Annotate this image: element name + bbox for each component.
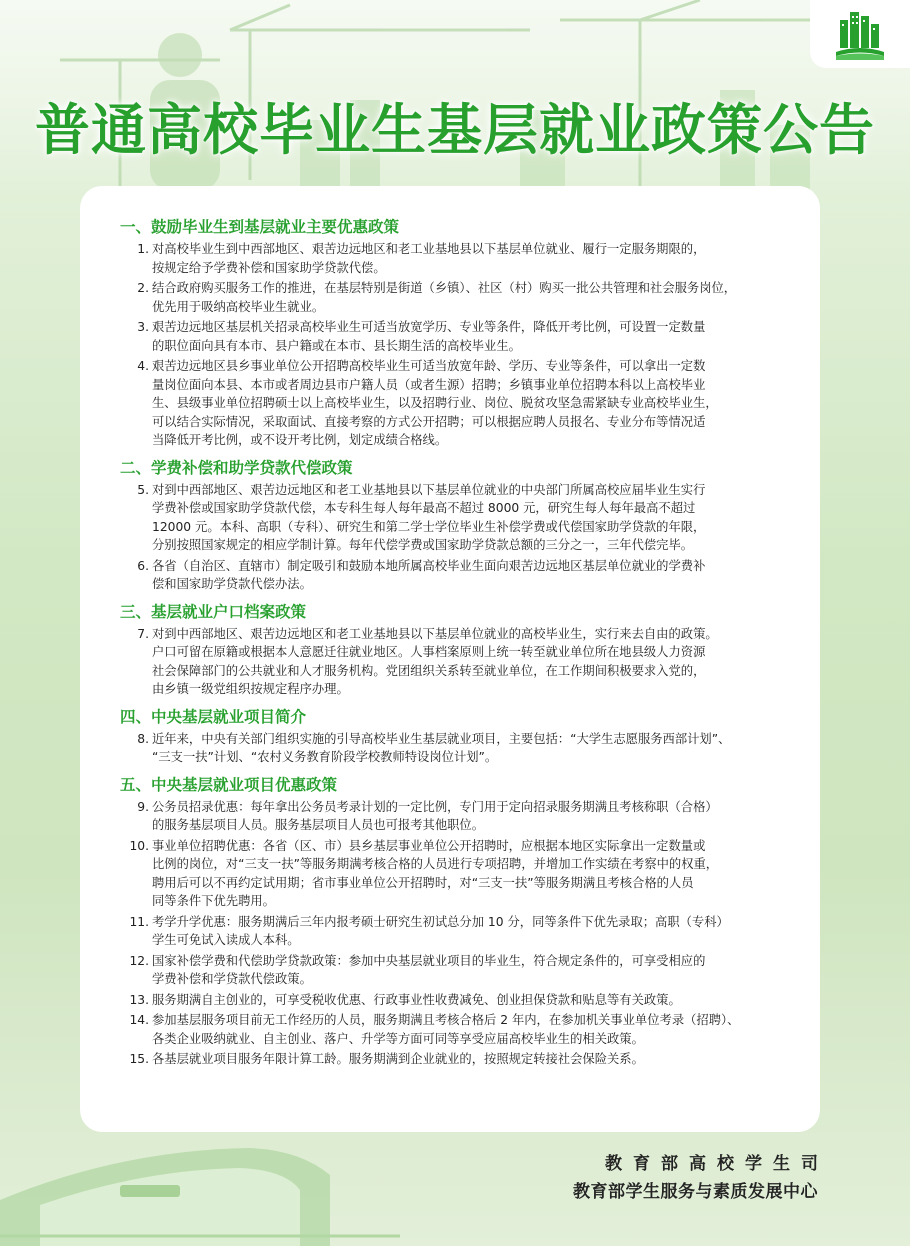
policy-item [120, 952, 780, 989]
section-title: 五、中央基层就业项目优惠政策 [120, 775, 338, 794]
city-buildings-logo-icon [832, 6, 888, 62]
policy-item-line: 对到中西部地区、艰苦边远地区和老工业基地县以下基层单位就业的高校毕业生，实行来去自由的政策。 [152, 626, 718, 641]
policy-item-number: 1. [137, 242, 149, 256]
policy-item-number: 9. [137, 799, 149, 814]
policy-item-line: 12000 元。本科、高职（专科）、研究生和第二学士学位毕业生补偿学费或代偿国家助学贷款的年限， [152, 519, 706, 534]
policy-item-line: 对到中西部地区、艰苦边远地区和老工业基地县以下基层单位就业的中央部门所属高校应届毕业生实行 [152, 482, 706, 497]
policy-item-line: 公务员招录优惠：每年拿出公务员考录计划的一定比例，专门用于定向招录服务期满且考核称职（合格） [152, 799, 718, 814]
policy-item-line: 的职位面向具有本市、县户籍或在本市、县长期生活的高校毕业生。 [152, 338, 521, 353]
issuer-footer [573, 1150, 829, 1206]
policy-item-number: 2. [137, 281, 149, 295]
policy-item [120, 991, 780, 1010]
policy-item [120, 798, 780, 835]
policy-item-line: 服务期满自主创业的，可享受税收优惠、行政事业性收费减免、创业担保贷款和贴息等有关政策。 [152, 992, 681, 1007]
policy-item-line: 可以结合实际情况，采取面试、直接考察的方式公开招聘；可以根据应聘人员报名、专业分布等情况适 [152, 414, 706, 429]
policy-item-number: 12. [129, 953, 149, 968]
policy-item [120, 1011, 780, 1048]
policy-item-number: 7. [137, 626, 149, 641]
policy-item-number: 3. [137, 320, 149, 334]
policy-item-line: 当降低开考比例，或不设开考比例，划定成绩合格线。 [152, 433, 448, 447]
policy-item-line: 国家补偿学费和代偿助学贷款政策：参加中央基层就业项目的毕业生，符合规定条件的，可享受相应的 [152, 953, 706, 968]
policy-item-line: 户口可留在原籍或根据本人意愿迁往就业地区。人事档案原则上统一转至就业单位所在地县级人力资源 [152, 645, 706, 659]
issuer-line-2: 教育部学生服务与素质发展中心 [573, 1182, 818, 1202]
policy-item-number: 4. [137, 359, 149, 373]
policy-item-line: 各省（自治区、直辖市）制定吸引和鼓励本地所属高校毕业生面向艰苦边远地区基层单位就业的学费补 [152, 558, 706, 573]
policy-item [120, 730, 780, 767]
policy-item-number: 6. [137, 558, 149, 573]
policy-item-line: 生、县级事业单位招聘硕士以上高校毕业生，以及招聘行业、岗位、脱贫攻坚急需紧缺专业高校毕业生， [152, 396, 718, 410]
section-title: 二、学费补偿和助学贷款代偿政策 [120, 458, 353, 477]
policy-item-line: 各类企业吸纳就业、自主创业、落户、升学等方面可同等享受应届高校毕业生的相关政策。 [152, 1031, 644, 1046]
policy-item [120, 625, 780, 699]
policy-item-number: 14. [129, 1013, 149, 1027]
policy-item-line: 比例的岗位，对“三支一扶”等服务期满考核合格的人员进行专项招聘，并增加工作实绩在考察中的权重， [152, 857, 719, 871]
policy-item-line: 艰苦边远地区县乡事业单位公开招聘高校毕业生可适当放宽年龄、学历、专业等条件，可以拿出一定数 [152, 359, 706, 373]
page-title: 普通高校毕业生基层就业政策公告 [34, 98, 875, 162]
policy-item-number: 15. [129, 1052, 149, 1066]
section-title: 三、基层就业户口档案政策 [120, 602, 307, 621]
policy-item-line: 参加基层服务项目前无工作经历的人员，服务期满且考核合格后 2 年内，在参加机关事业单位考录（招聘）、 [152, 1013, 740, 1027]
issuer-line-1: 教育部高校学生司 [605, 1154, 829, 1174]
policy-item-line: 考学升学优惠：服务期满后三年内报考硕士研究生初试总分加 10 分，同等条件下优先录取；高职（专科） [152, 914, 729, 929]
policy-item-line: 各基层就业项目服务年限计算工龄。服务期满到企业就业的，按照规定转接社会保险关系。 [152, 1052, 644, 1066]
policy-item-line: 优先用于吸纳高校毕业生就业。 [152, 299, 325, 314]
policy-item-number: 10. [129, 838, 149, 853]
policy-item-line: 量岗位面向本县、本市或者周边县市户籍人员（或者生源）招聘；乡镇事业单位招聘本科以上高校毕业 [152, 377, 706, 392]
policy-item-line: 学费补偿或国家助学贷款代偿，本专科生每人每年最高不超过 8000 元，研究生每人每年最高不超过 [152, 501, 696, 515]
policy-item-line: 艰苦边远地区基层机关招录高校毕业生可适当放宽学历、专业等条件，降低开考比例，可设置一定数量 [152, 320, 706, 334]
section-title: 一、鼓励毕业生到基层就业主要优惠政策 [120, 218, 400, 236]
policy-item [120, 557, 780, 594]
policy-card [80, 186, 820, 1132]
logo-badge [810, 0, 910, 68]
policy-item-line: “三支一扶”计划、“农村义务教育阶段学校教师特设岗位计划”。 [152, 750, 498, 764]
policy-item [120, 279, 780, 316]
policy-item-line: 学生可免试入读成人本科。 [152, 933, 300, 947]
policy-item-line: 对高校毕业生到中西部地区、艰苦边远地区和老工业基地县以下基层单位就业、履行一定服务期限的， [152, 242, 706, 256]
policy-item-number: 8. [137, 731, 149, 746]
policy-item [120, 913, 780, 950]
policy-item-line: 聘用后可以不再约定试用期；省市事业单位公开招聘时，对“三支一扶”等服务期满且考核合格的人员 [152, 875, 694, 890]
policy-item [120, 837, 780, 911]
policy-item-line: 社会保障部门的公共就业和人才服务机构。党团组织关系转至就业单位，在工作期间积极要求入党的， [152, 663, 706, 678]
policy-item [120, 318, 780, 355]
policy-item [120, 481, 780, 555]
policy-item-line: 近年来，中央有关部门组织实施的引导高校毕业生基层就业项目，主要包括：“大学生志愿服务西部计划”、 [152, 731, 731, 746]
policy-item-line: 的服务基层项目人员。服务基层项目人员也可报考其他职位。 [152, 818, 485, 832]
policy-item-line: 按规定给予学费补偿和国家助学贷款代偿。 [152, 260, 386, 275]
section-title: 四、中央基层就业项目简介 [120, 707, 307, 726]
policy-item-line: 分别按照国家规定的相应学制计算。每年代偿学费或国家助学贷款总额的三分之一，三年代偿完毕。 [152, 538, 694, 552]
policy-item-number: 5. [137, 482, 149, 497]
policy-item-line: 同等条件下优先聘用。 [152, 894, 275, 908]
policy-item [120, 357, 780, 450]
policy-item-line: 学费补偿和学贷款代偿政策。 [152, 972, 312, 986]
policy-item-number: 13. [129, 992, 149, 1007]
policy-item-number: 11. [129, 914, 149, 929]
policy-item-line: 结合政府购买服务工作的推进，在基层特别是街道（乡镇）、社区（村）购买一批公共管理和社会服务岗位， [152, 281, 737, 295]
policy-item-line: 偿和国家助学贷款代偿办法。 [152, 577, 312, 591]
policy-item-line: 由乡镇一级党组织按规定程序办理。 [152, 682, 349, 696]
policy-item-line: 事业单位招聘优惠：各省（区、市）县乡基层事业单位公开招聘时，应根据本地区实际拿出一定数量或 [152, 838, 706, 853]
high-speed-train-icon [0, 1148, 400, 1246]
policy-item [120, 240, 780, 277]
policy-item [120, 1050, 780, 1069]
